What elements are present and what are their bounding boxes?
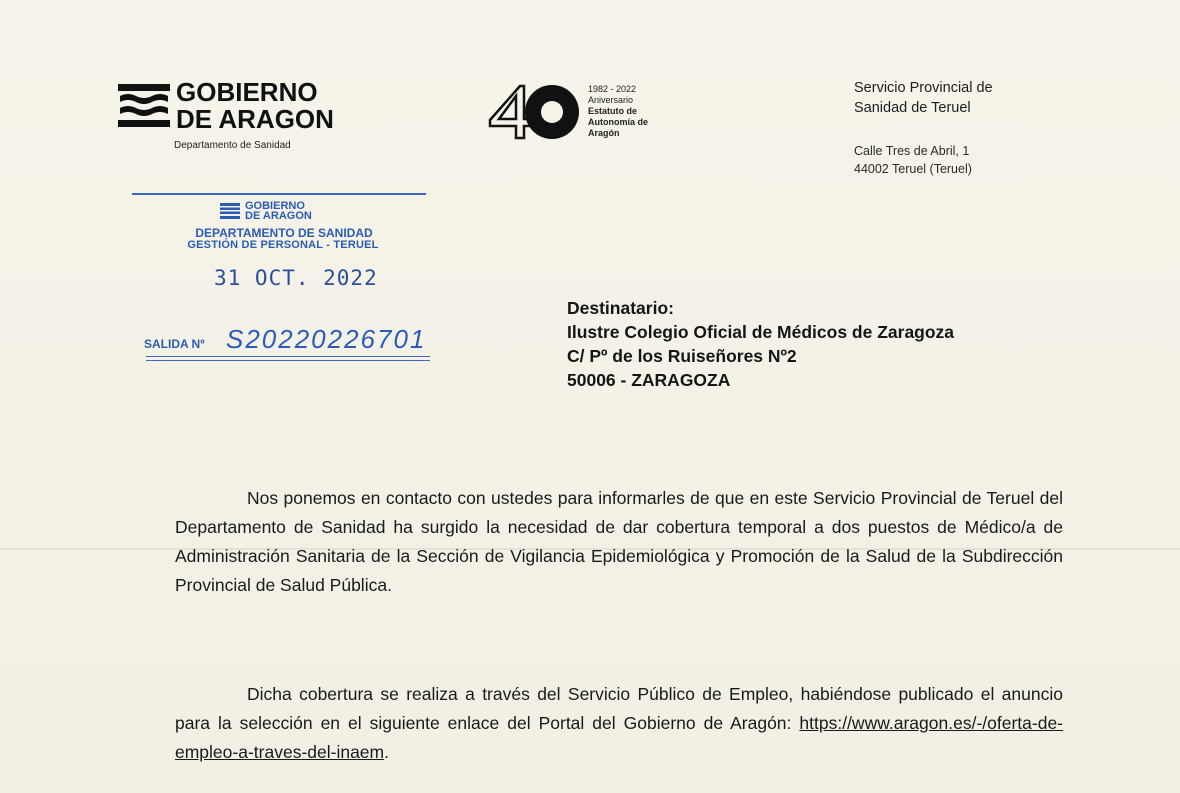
stamp-gobierno: GOBIERNO bbox=[245, 200, 305, 212]
stamp-salida-label: SALIDA Nº bbox=[144, 337, 205, 351]
stamp-section: GESTIÓN DE PERSONAL - TERUEL bbox=[187, 239, 379, 251]
forty-emblem-icon bbox=[486, 82, 586, 142]
service-line1: Servicio Provincial de bbox=[854, 80, 993, 96]
recipient-city: 50006 - ZARAGOZA bbox=[567, 370, 731, 390]
logo-title-line1: GOBIERNO bbox=[176, 77, 318, 107]
stamp-underline-2 bbox=[146, 360, 430, 361]
stamp-top-line bbox=[132, 193, 426, 195]
anniversary-text bbox=[588, 84, 648, 139]
gobierno-aragon-logo bbox=[118, 78, 378, 158]
anniversary-line1: Aniversario bbox=[588, 95, 634, 105]
body-paragraph-2 bbox=[175, 680, 1063, 767]
anniversary-line3: Autonomía de bbox=[588, 117, 648, 127]
aragon-logo-mark bbox=[118, 80, 170, 130]
recipient-block bbox=[567, 296, 954, 392]
stamp-underline bbox=[146, 356, 430, 357]
paragraph-1-text: Nos ponemos en contacto con ustedes para informarles de que en este Servicio Provincial de Teruel del Departamento de Sanidad ha surgido la necesidad de dar cobertura temporal a dos puestos de Médico/a de Administración Sanitaria de la Sección de Vigilancia Epidemiológica y Promoción de la Salud de la Subdirección Provincial de Salud Pública. bbox=[175, 488, 1063, 595]
service-name bbox=[854, 78, 993, 118]
stamp-date: 31 OCT. 2022 bbox=[214, 266, 378, 290]
registry-stamp bbox=[128, 190, 428, 370]
inaem-offer-link[interactable]: https://www.aragon.es/-/oferta-de-empleo-a-traves-del-inaem bbox=[175, 713, 1063, 762]
body-paragraph-1 bbox=[175, 484, 1063, 600]
recipient-street: C/ Pº de los Ruiseñores Nº2 bbox=[567, 346, 797, 366]
anniversary-years: 1982 - 2022 bbox=[588, 84, 637, 94]
anniversary-line4: Aragón bbox=[588, 128, 620, 138]
stamp-logo-icon bbox=[220, 203, 240, 219]
recipient-label: Destinatario: bbox=[567, 298, 674, 318]
logo-title-line2: DE ARAGON bbox=[176, 104, 334, 134]
service-address bbox=[854, 142, 972, 178]
anniversary-logo bbox=[486, 82, 686, 152]
address-line2: 44002 Teruel (Teruel) bbox=[854, 162, 972, 176]
stamp-aragon: DE ARAGON bbox=[245, 210, 312, 222]
stamp-department: DEPARTAMENTO DE SANIDAD bbox=[195, 226, 373, 240]
stamp-salida-number: S20220226701 bbox=[226, 324, 427, 354]
address-line1: Calle Tres de Abril, 1 bbox=[854, 144, 970, 158]
paragraph-2-end: . bbox=[384, 742, 389, 762]
anniversary-line2: Estatuto de bbox=[588, 106, 638, 116]
logo-department: Departamento de Sanidad bbox=[174, 140, 291, 151]
paragraph-2-text: Dicha cobertura se realiza a través del Servicio Público de Empleo, habiéndose publicado el anuncio para la selección en el siguiente enlace del Portal del Gobierno de Aragón: bbox=[175, 684, 1063, 733]
service-line2: Sanidad de Teruel bbox=[854, 100, 971, 116]
recipient-name: Ilustre Colegio Oficial de Médicos de Zaragoza bbox=[567, 322, 955, 342]
